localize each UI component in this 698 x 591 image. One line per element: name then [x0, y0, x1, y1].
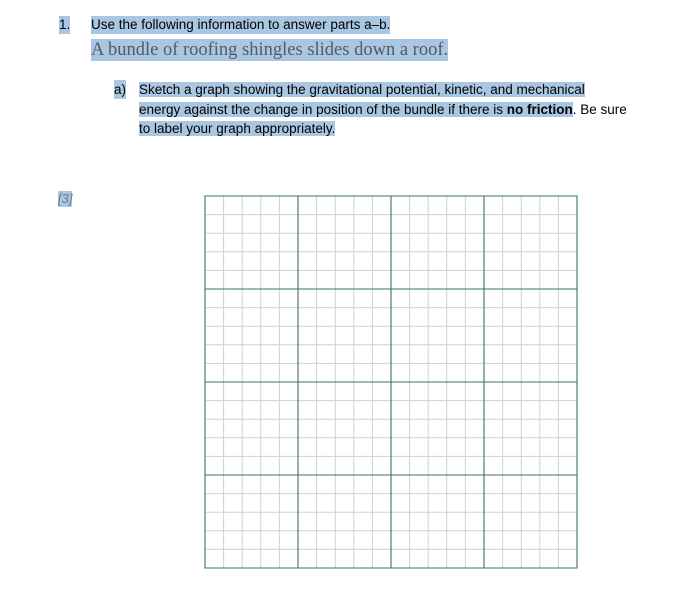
- marks-value: [3]: [58, 191, 73, 206]
- part-a-bold-no-friction: no friction: [506, 101, 573, 117]
- part-a-line-3: to label your graph appropriately.: [139, 121, 336, 136]
- part-a-text: [139, 80, 679, 139]
- question-intro: Use the following information to answer parts a–b.: [91, 17, 391, 32]
- part-a-line-2-end: . Be sure: [572, 101, 627, 117]
- answer-graph-grid[interactable]: [204, 195, 578, 569]
- question-number: 1.: [59, 17, 71, 32]
- part-a-label: a): [114, 82, 127, 97]
- part-a-line-1: Sketch a graph showing the gravitational potential, kinetic, and mechanical: [139, 82, 585, 97]
- part-a-line-2-start: energy against the change in position of the bundle if there is: [139, 101, 507, 117]
- question-scenario: A bundle of roofing shingles slides down a roof.: [91, 40, 449, 60]
- graph-paper: [204, 195, 578, 569]
